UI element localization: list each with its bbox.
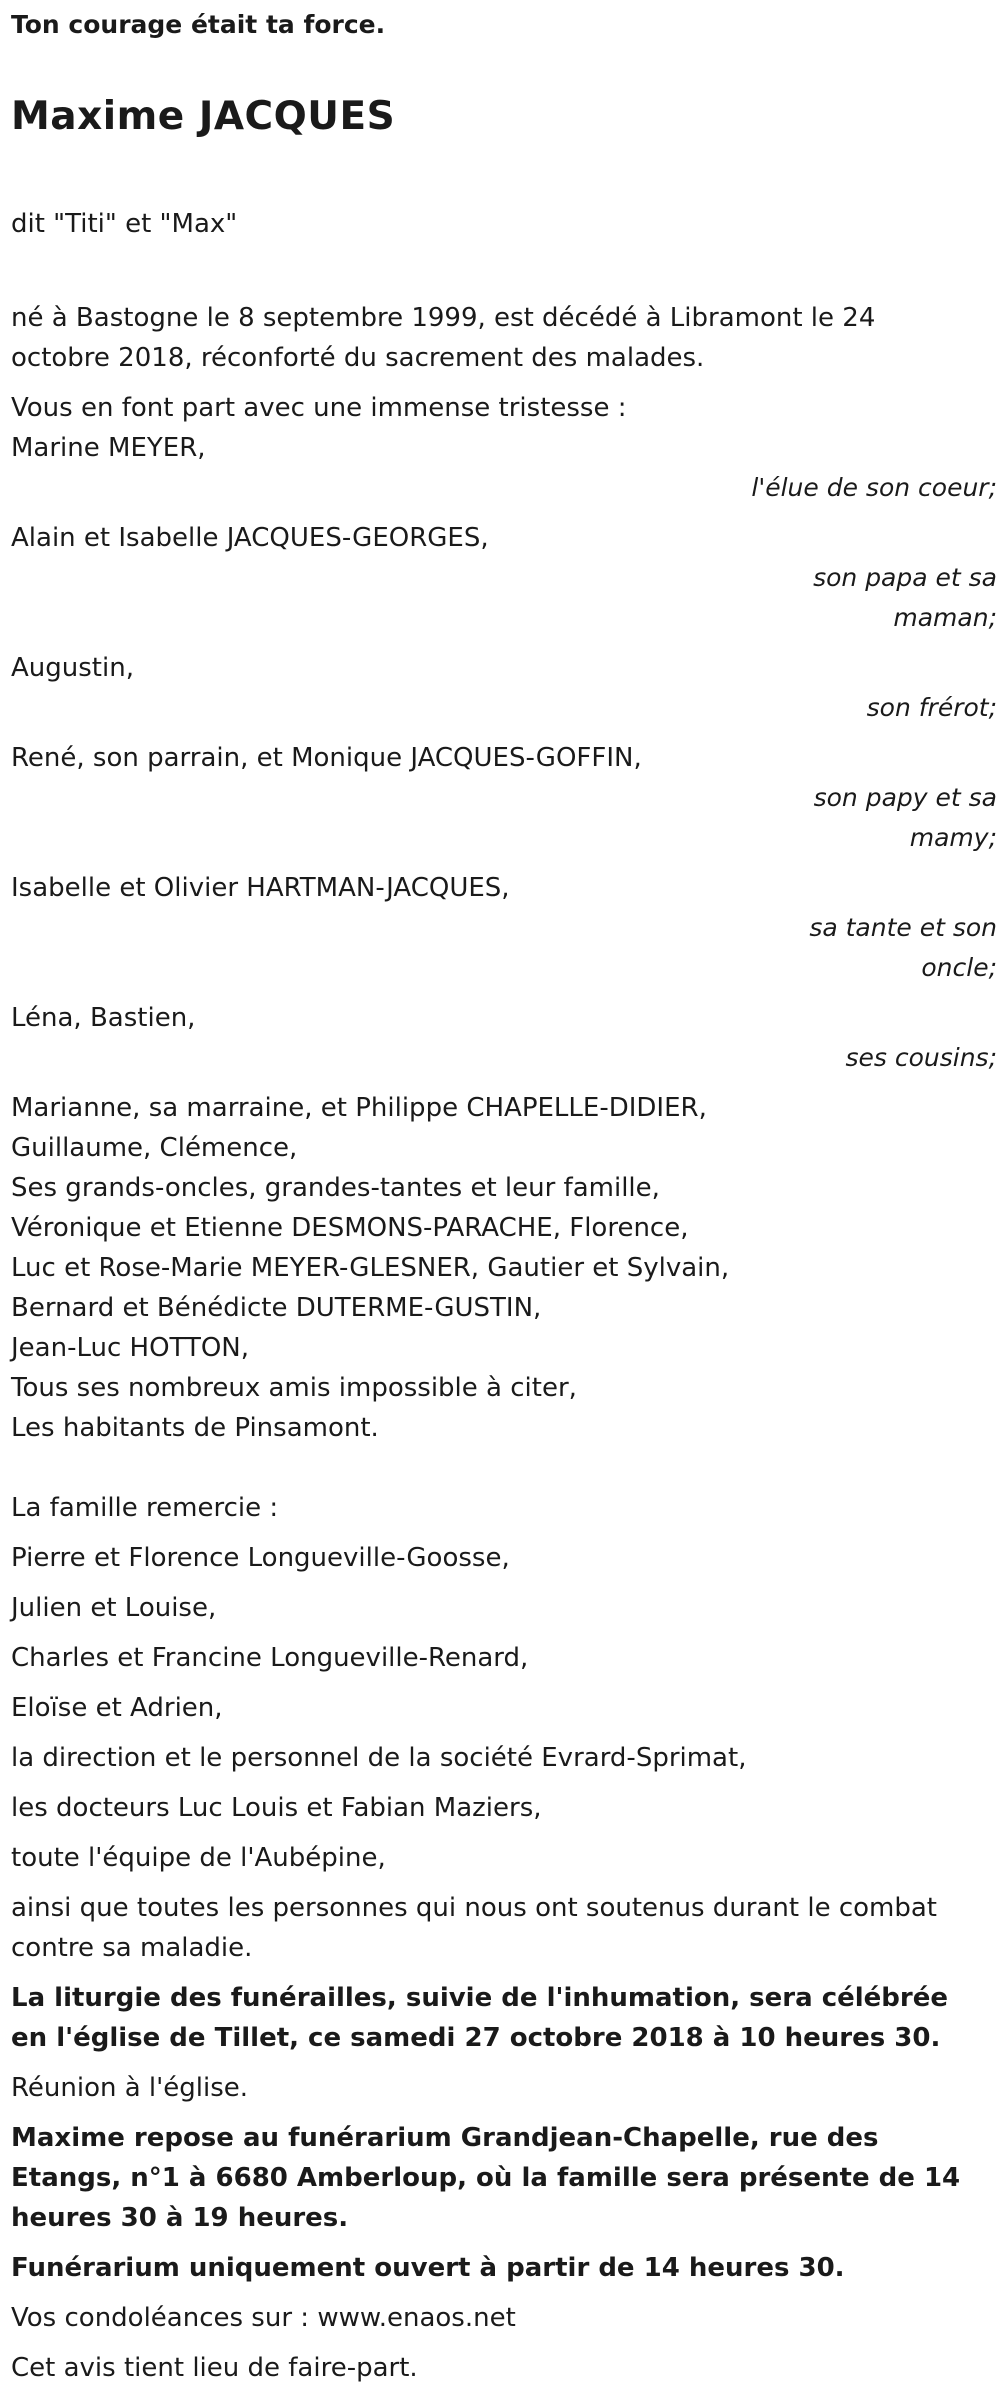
list-item: Jean-Luc HOTTON,: [11, 1333, 250, 1363]
nickname: dit "Titi" et "Max": [11, 209, 238, 239]
list-item: Eloïse et Adrien,: [11, 1693, 223, 1723]
deceased-name: Maxime JACQUES: [11, 94, 396, 139]
family-entry-name: Léna, Bastien,: [11, 1003, 196, 1033]
list-item: les docteurs Luc Louis et Fabian Maziers,: [11, 1793, 542, 1823]
list-item: Bernard et Bénédicte DUTERME-GUSTIN,: [11, 1293, 542, 1323]
thanks-list: [11, 1538, 989, 1878]
list-item: Les habitants de Pinsamont.: [11, 1413, 379, 1443]
family-entry-role: son papa et sa maman;: [813, 563, 997, 632]
family-entry: [11, 428, 997, 508]
family-list: [11, 428, 997, 1078]
list-item: Tous ses nombreux amis impossible à citer,: [11, 1373, 577, 1403]
family-entry: [11, 738, 997, 858]
family-entry-role: son papy et sa mamy;: [813, 783, 997, 852]
list-item: Véronique et Etienne DESMONS-PARACHE, Florence,: [11, 1213, 689, 1243]
family-entry: [11, 518, 997, 638]
family-entry-role: sa tante et son oncle;: [809, 913, 997, 982]
list-item: toute l'équipe de l'Aubépine,: [11, 1843, 386, 1873]
thanks-closing: ainsi que toutes les personnes qui nous ont soutenus durant le combat contre sa maladie.: [11, 1893, 937, 1963]
motto: Ton courage était ta force.: [11, 10, 386, 39]
thanks-intro: La famille remercie :: [11, 1493, 279, 1523]
list-item: Julien et Louise,: [11, 1593, 217, 1623]
family-entry-name: René, son parrain, et Monique JACQUES-GOFFIN,: [11, 743, 642, 773]
family-entry-role: son frérot;: [866, 693, 997, 722]
announce-intro: Vous en font part avec une immense tristesse :: [11, 393, 627, 423]
family-entry-name: Isabelle et Olivier HARTMAN-JACQUES,: [11, 873, 510, 903]
family-entry-role: l'élue de son coeur;: [751, 473, 997, 502]
family-entry-role: ses cousins;: [845, 1043, 997, 1072]
birth-death-text: né à Bastogne le 8 septembre 1999, est décédé à Libramont le 24 octobre 2018, réconforté du sacrement des malades.: [11, 303, 876, 373]
list-item: Guillaume, Clémence,: [11, 1133, 298, 1163]
family-entry-name: Augustin,: [11, 653, 134, 683]
meeting-info: Réunion à l'église.: [11, 2073, 249, 2103]
list-item: Luc et Rose-Marie MEYER-GLESNER, Gautier et Sylvain,: [11, 1253, 730, 1283]
list-item: Pierre et Florence Longueville-Goosse,: [11, 1543, 510, 1573]
family-entry: [11, 998, 997, 1078]
opening-hours: Funérarium uniquement ouvert à partir de 14 heures 30.: [11, 2253, 845, 2283]
family-entry-name: Alain et Isabelle JACQUES-GEORGES,: [11, 523, 489, 553]
funeral-details: La liturgie des funérailles, suivie de l'inhumation, sera célébrée en l'église de Tillet, ce samedi 27 octobre 2018 à 10 heures 30.: [11, 1983, 948, 2053]
list-item: Charles et Francine Longueville-Renard,: [11, 1643, 529, 1673]
list-item: la direction et le personnel de la société Evrard-Sprimat,: [11, 1743, 747, 1773]
family-entry-name: Marine MEYER,: [11, 433, 206, 463]
list-item: Ses grands-oncles, grandes-tantes et leur famille,: [11, 1173, 660, 1203]
others-list: [11, 1088, 989, 1448]
list-item: Marianne, sa marraine, et Philippe CHAPELLE-DIDIER,: [11, 1093, 707, 1123]
condolences-info: Vos condoléances sur : www.enaos.net: [11, 2303, 516, 2333]
faire-part-note: Cet avis tient lieu de faire-part.: [11, 2353, 418, 2383]
family-entry: [11, 868, 997, 988]
funerarium-details: Maxime repose au funérarium Grandjean-Chapelle, rue des Etangs, n°1 à 6680 Amberloup, où la famille sera présente de 14 heures 30 à 19 heures.: [11, 2123, 961, 2233]
family-entry: [11, 648, 997, 728]
